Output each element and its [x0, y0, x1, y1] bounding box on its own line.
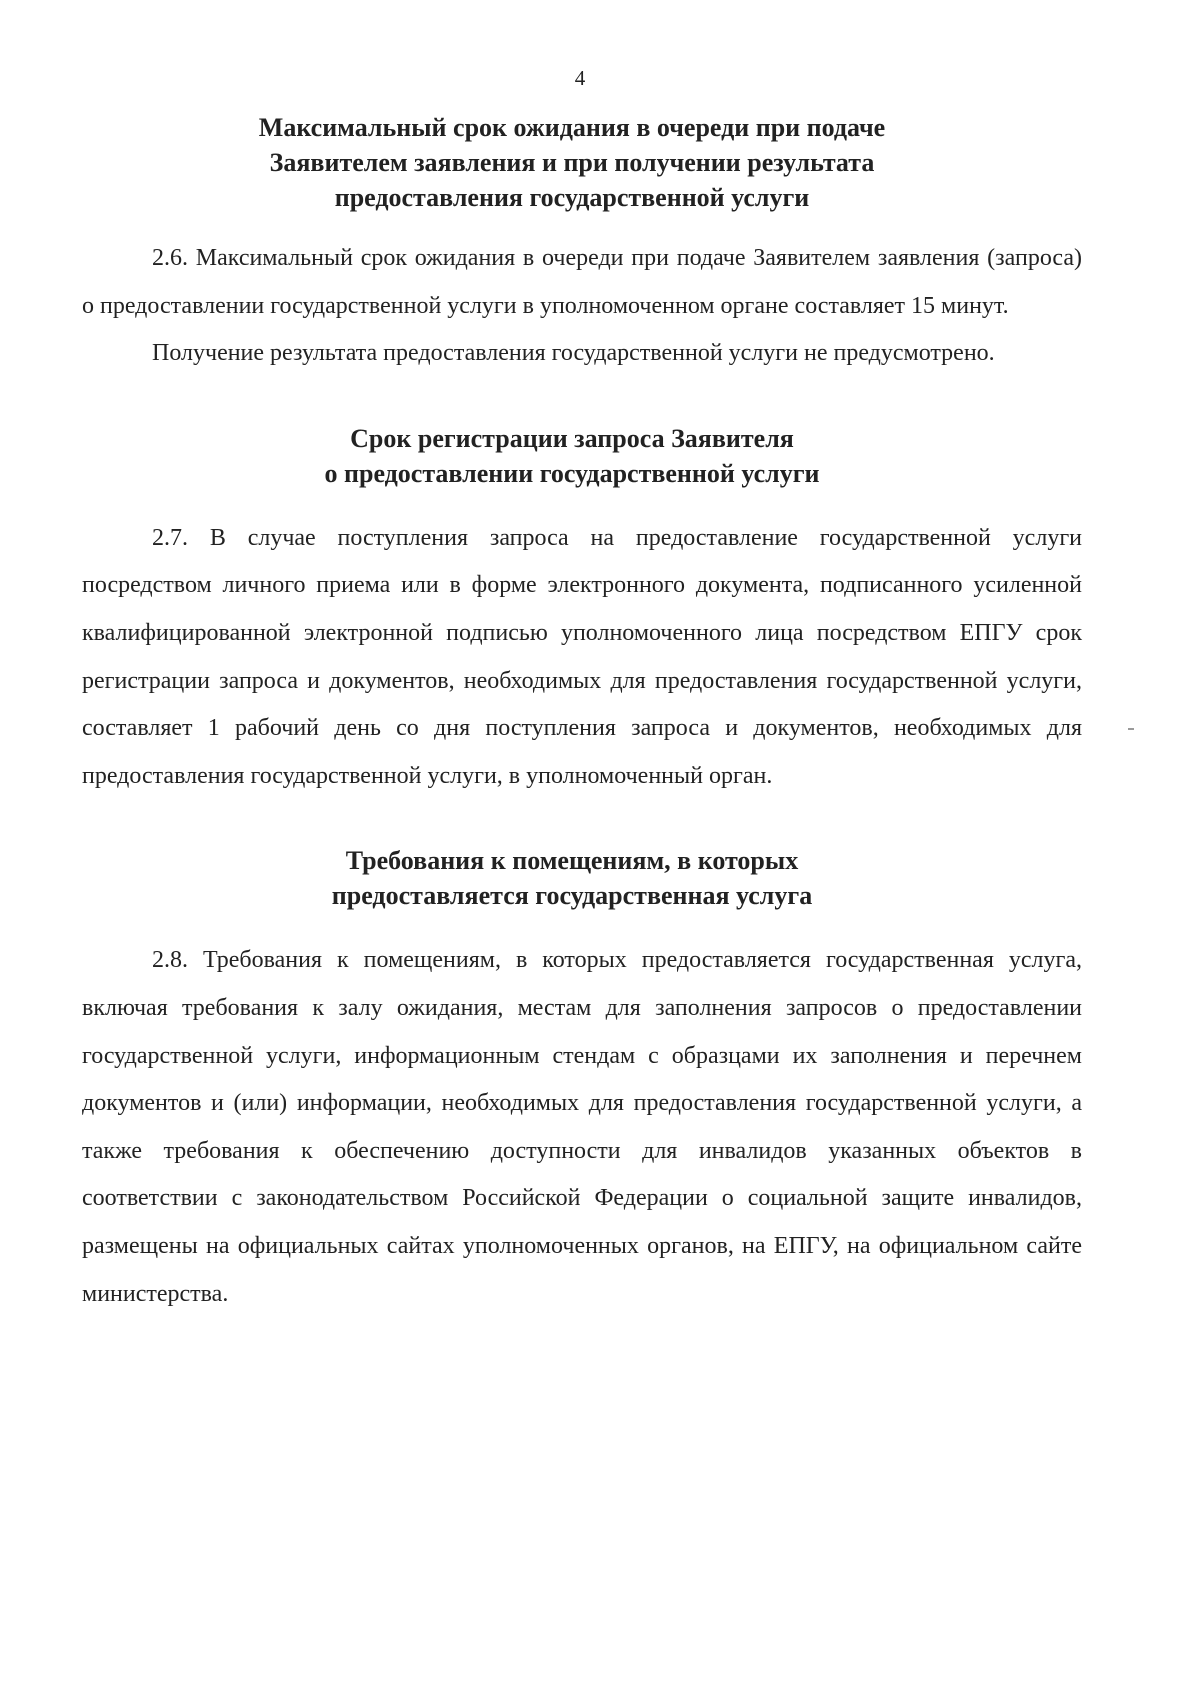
- section-heading-queue-time: [82, 110, 1082, 215]
- section-body-premises-requirements: [82, 937, 1082, 1318]
- section-heading-premises-requirements: [82, 843, 1082, 913]
- paragraph-2-8: 2.8. Требования к помещениям, в которых предоставляется государственная услуга, включая требования к залу ожидания, местам для заполнения запросов о предоставлении государственной услуги, информационным стендам с образцами их заполнения и перечнем документов и (или) информации, необходимых для предоставления государственной услуги, а также требования к обеспечению доступности для инвалидов указанных объектов в соответствии с законодательством Российской Федерации о социальной защите инвалидов, размещены на официальных сайтах уполномоченных органов, на ЕПГУ, на официальном сайте министерства.: [82, 947, 1082, 1307]
- heading-line: предоставления государственной услуги: [334, 183, 810, 212]
- section-body-queue-time: [82, 235, 1082, 378]
- heading-line: Срок регистрации запроса Заявителя: [350, 423, 794, 453]
- heading-line: Требования к помещениям, в которых: [345, 846, 799, 876]
- heading-line: Заявителем заявления и при получении результата: [269, 148, 875, 177]
- page-number: 4: [574, 66, 586, 90]
- heading-line: о предоставлении государственной услуги: [324, 458, 820, 488]
- paragraph-result-not-provided: Получение результата предоставления государственной услуги не предусмотрено.: [152, 340, 995, 367]
- heading-line: Максимальный срок ожидания в очереди при подаче: [258, 113, 886, 142]
- heading-line: предоставляется государственная услуга: [331, 881, 813, 911]
- section-heading-registration-term: [82, 421, 1082, 491]
- section-body-registration-term: [82, 515, 1082, 801]
- document-body: [82, 110, 1082, 1318]
- paragraph-2-6: 2.6. Максимальный срок ожидания в очереди при подаче Заявителем заявления (запроса) о предоставлении государственной услуги в уполномоченном органе составляет 15 минут.: [82, 245, 1082, 319]
- paragraph-2-7: 2.7. В случае поступления запроса на предоставление государственной услуги посредством личного приема или в форме электронного документа, подписанного усиленной квалифицированной электронной подписью уполномоченного лица посредством ЕПГУ срок регистрации запроса и документов, необходимых для предоставления государственной услуги, составляет 1 рабочий день со дня поступления запроса и документов, необходимых для предоставления государственной услуги, в уполномоченный орган.: [82, 524, 1082, 789]
- scan-mark: [1128, 728, 1134, 730]
